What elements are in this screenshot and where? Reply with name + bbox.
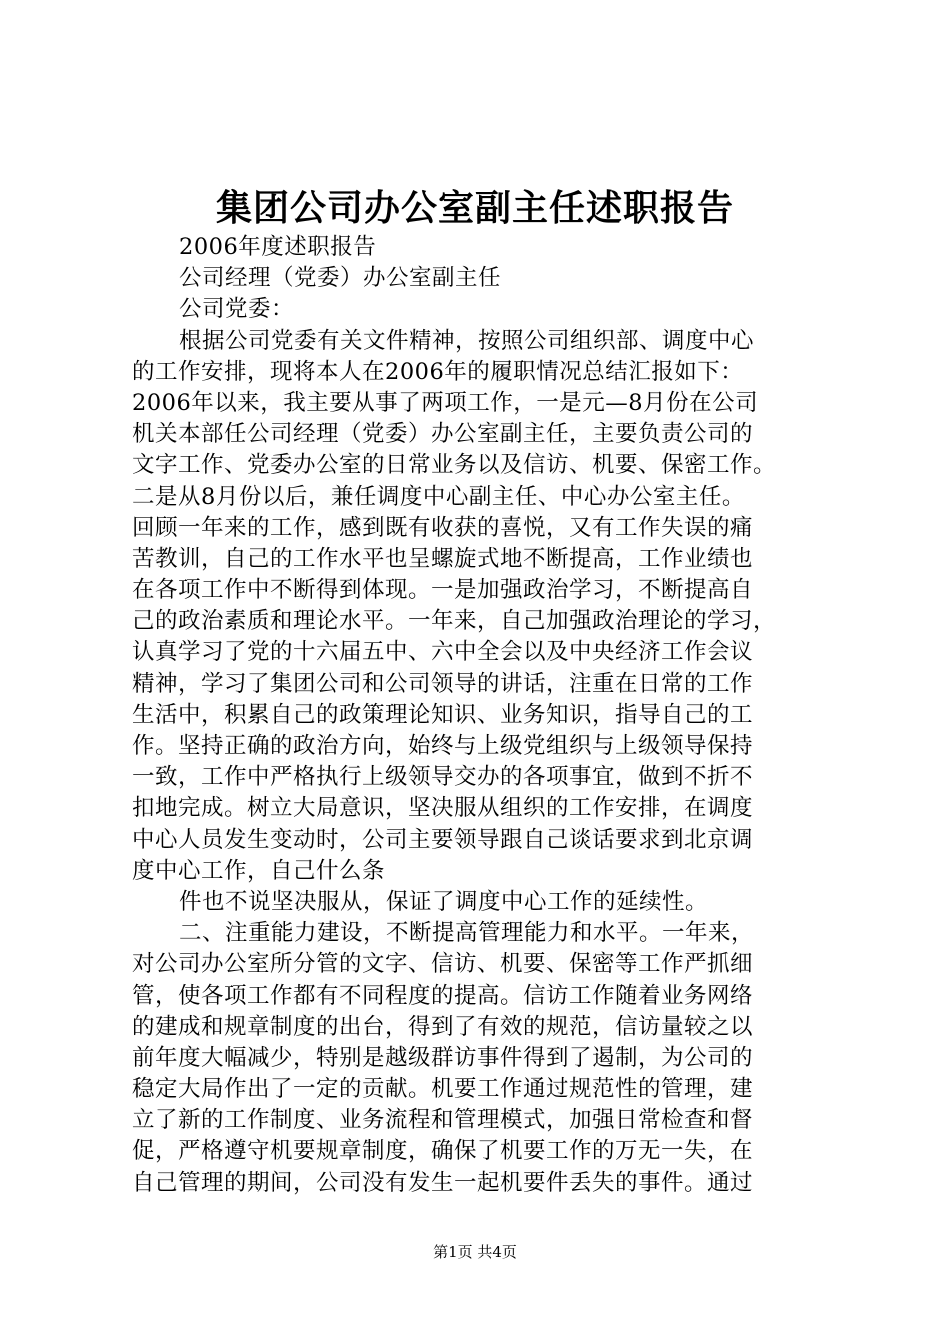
document-body xyxy=(132,232,832,1199)
text-line: 自己管理的期间，公司没有发生一起机要件丢失的事件。通过 xyxy=(132,1169,754,1196)
text-line: 前年度大幅减少，特别是越级群访事件得到了遏制，为公司的 xyxy=(132,1044,754,1071)
text-line: 在各项工作中不断得到体现。一是加强政治学习，不断提高自 xyxy=(132,577,754,604)
text-line: 的建成和规章制度的出台，得到了有效的规范，信访量较之以 xyxy=(132,1013,754,1040)
text-line: 2006年以来，我主要从事了两项工作，一是元—8月份在公司 xyxy=(132,389,759,416)
text-line: 稳定大局作出了一定的贡献。机要工作通过规范性的管理，建 xyxy=(132,1076,754,1103)
text-line: 促，严格遵守机要规章制度，确保了机要工作的万无一失，在 xyxy=(132,1138,754,1165)
text-line: 文字工作、党委办公室的日常业务以及信访、机要、保密工作。 xyxy=(132,452,777,479)
text-line: 作。坚持正确的政治方向，始终与上级党组织与上级领导保持 xyxy=(132,733,754,759)
text-line: 公司经理（党委）办公室副主任 xyxy=(179,265,502,292)
text-line: 对公司办公室所分管的文字、信访、机要、保密等工作严抓细 xyxy=(132,951,754,978)
text-line: 机关本部任公司经理（党委）办公室副主任，主要负责公司的 xyxy=(132,421,754,448)
text-line: 中心人员发生变动时，公司主要领导跟自己谈话要求到北京调 xyxy=(132,826,754,853)
text-line: 件也不说坚决服从，保证了调度中心工作的延续性。 xyxy=(179,888,709,915)
text-line: 一致，工作中严格执行上级领导交办的各项事宜，做到不折不 xyxy=(132,764,754,791)
text-line: 生活中，积累自己的政策理论知识、业务知识，指导自己的工 xyxy=(132,701,754,728)
text-line: 的工作安排，现将本人在2006年的履职情况总结汇报如下： xyxy=(132,358,744,385)
text-line: 回顾一年来的工作，感到既有收获的喜悦，又有工作失误的痛 xyxy=(132,514,754,541)
text-line: 认真学习了党的十六届五中、六中全会以及中央经济工作会议 xyxy=(132,639,754,666)
text-line: 管，使各项工作都有不同程度的提高。信访工作随着业务网络 xyxy=(132,982,754,1009)
text-line: 度中心工作，自己什么条 xyxy=(132,857,386,884)
document-title: 集团公司办公室副主任述职报告 xyxy=(215,188,734,229)
text-line: 苦教训，自己的工作水平也呈螺旋式地不断提高，工作业绩也 xyxy=(132,545,754,572)
text-line: 精神，学习了集团公司和公司领导的讲话，注重在日常的工作 xyxy=(132,670,754,697)
text-line: 二是从8月份以后，兼任调度中心副主任、中心办公室主任。 xyxy=(132,483,745,510)
text-line: 公司党委： xyxy=(179,296,295,323)
text-line: 2006年度述职报告 xyxy=(179,234,377,260)
text-line: 根据公司党委有关文件精神，按照公司组织部、调度中心 xyxy=(179,327,755,354)
text-line: 二、注重能力建设，不断提高管理能力和水平。一年来， xyxy=(179,920,755,947)
page-footer: 第1页 共4页 xyxy=(433,1243,517,1261)
text-line: 扣地完成。树立大局意识，坚决服从组织的工作安排，在调度 xyxy=(132,795,754,822)
text-line: 己的政治素质和理论水平。一年来，自己加强政治理论的学习， xyxy=(132,608,777,635)
text-line: 立了新的工作制度、业务流程和管理模式，加强日常检查和督 xyxy=(132,1107,754,1134)
